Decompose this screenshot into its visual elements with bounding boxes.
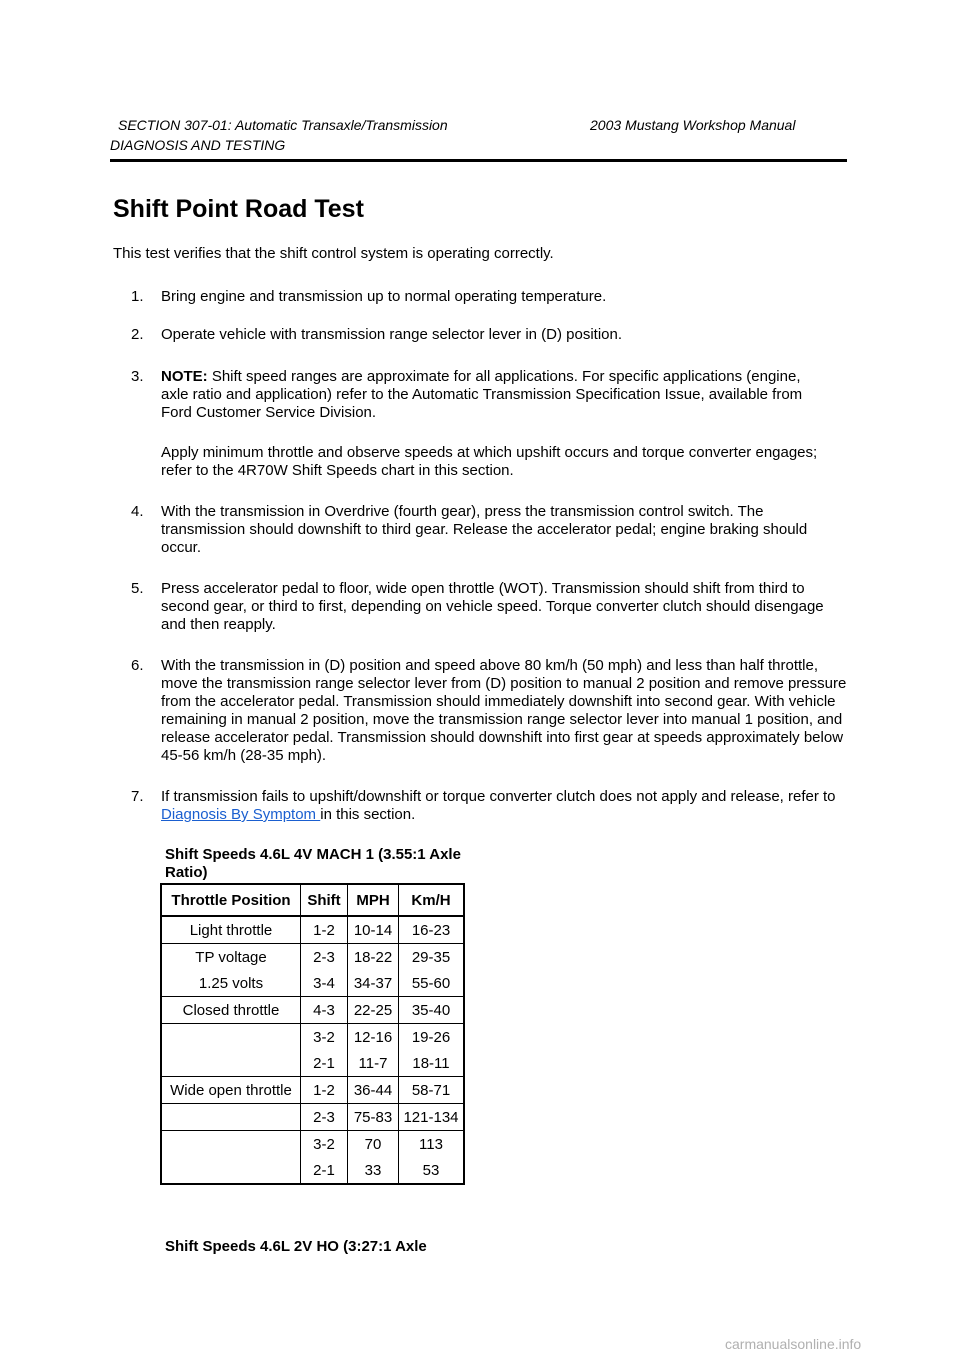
table-cell: 3-2 [301, 1131, 348, 1158]
table-row [161, 1050, 464, 1077]
manual-title: 2003 Mustang Workshop Manual [590, 117, 796, 133]
step-number: 2. [131, 326, 144, 343]
table-cell [161, 1131, 301, 1158]
step-text-end: in this section. [320, 806, 416, 823]
table-cell: 1-2 [301, 1077, 348, 1104]
table-cell: TP voltage [161, 944, 301, 971]
table-cell: 75-83 [348, 1104, 399, 1131]
table-cell: Light throttle [161, 916, 301, 944]
table-cell: 36-44 [348, 1077, 399, 1104]
table-cell: 35-40 [399, 997, 465, 1024]
table-cell: 58-71 [399, 1077, 465, 1104]
table-caption: Shift Speeds 4.6L 4V MACH 1 (3.55:1 Axle Ratio) [165, 846, 461, 881]
note-label: NOTE: [161, 368, 208, 385]
table-cell: 121-134 [399, 1104, 465, 1131]
step-text: With the transmission in (D) position and speed above 80 km/h (50 mph) and less than half throttle, move the transmission range selector lever from (D) position to manual 2 position and remove pressure from the accelerator pedal. Transmission should immediately downshift into second gear. With vehicle remaining in manual 2 position, move the transmission range selector lever into manual 1 position, and release accelerator pedal. Transmission should downshift into first gear at speeds approximately below 45-56 km/h (28-35 mph). [161, 657, 847, 764]
table-cell: 70 [348, 1131, 399, 1158]
shift-speeds-table [160, 883, 465, 1185]
table-cell: 33 [348, 1157, 399, 1184]
table-cell: 12-16 [348, 1024, 399, 1051]
table-cell [161, 1157, 301, 1184]
column-header: Shift [301, 884, 348, 916]
section-header: SECTION 307-01: Automatic Transaxle/Transmission [118, 117, 448, 133]
table-cell: 2-3 [301, 944, 348, 971]
step-number: 5. [131, 580, 144, 597]
step-text-start: If transmission fails to upshift/downshift or torque converter clutch does not apply and release, refer to [161, 788, 836, 805]
table-cell: 18-22 [348, 944, 399, 971]
table-row [161, 916, 464, 944]
step-number: 1. [131, 288, 144, 305]
table-cell: 19-26 [399, 1024, 465, 1051]
table-row [161, 1157, 464, 1184]
step-number: 6. [131, 657, 144, 674]
table-cell: 2-3 [301, 1104, 348, 1131]
table-cell: 34-37 [348, 970, 399, 997]
table-cell: 53 [399, 1157, 465, 1184]
next-table-caption: Shift Speeds 4.6L 2V HO (3:27:1 Axle [165, 1238, 427, 1255]
table-row [161, 1077, 464, 1104]
step-number: 3. [131, 368, 144, 385]
table-cell: 4-3 [301, 997, 348, 1024]
table-row [161, 1104, 464, 1131]
table-cell: 3-4 [301, 970, 348, 997]
table-cell: Closed throttle [161, 997, 301, 1024]
table-cell: 3-2 [301, 1024, 348, 1051]
intro-text: This test verifies that the shift control system is operating correctly. [113, 245, 554, 262]
column-header: Throttle Position [161, 884, 301, 916]
table-cell: 16-23 [399, 916, 465, 944]
table-row [161, 997, 464, 1024]
table-cell: 22-25 [348, 997, 399, 1024]
column-header: Km/H [399, 884, 465, 916]
table-cell [161, 1104, 301, 1131]
table-header-row [161, 884, 464, 916]
table-cell: 113 [399, 1131, 465, 1158]
table-cell: 2-1 [301, 1050, 348, 1077]
step-text-continued: Apply minimum throttle and observe speeds at which upshift occurs and torque converter engages; refer to the 4R70W Shift Speeds chart in this section. [161, 444, 818, 479]
subsection-header: DIAGNOSIS AND TESTING [110, 137, 286, 153]
table-cell: 1-2 [301, 916, 348, 944]
column-header: MPH [348, 884, 399, 916]
table-row [161, 970, 464, 997]
table-cell: 2-1 [301, 1157, 348, 1184]
table-cell [161, 1050, 301, 1077]
step-text [161, 368, 821, 422]
table-cell: 18-11 [399, 1050, 465, 1077]
step-text: Bring engine and transmission up to normal operating temperature. [161, 288, 607, 305]
table-cell: 29-35 [399, 944, 465, 971]
table-cell: 10-14 [348, 916, 399, 944]
step-number: 7. [131, 788, 144, 805]
header-rule [110, 159, 847, 162]
diagnosis-by-symptom-link[interactable]: Diagnosis By Symptom [161, 806, 321, 823]
table-cell: 1.25 volts [161, 970, 301, 997]
step-text: Press accelerator pedal to floor, wide open throttle (WOT). Transmission should shift from third to second gear, or third to first, depending on vehicle speed. Torque converter clutch should disengage and then reapply. [161, 580, 824, 633]
watermark: carmanualsonline.info [725, 1336, 862, 1352]
step-text: Operate vehicle with transmission range selector lever in (D) position. [161, 326, 623, 343]
step-number: 4. [131, 503, 144, 520]
table-cell: 11-7 [348, 1050, 399, 1077]
step-text: With the transmission in Overdrive (fourth gear), press the transmission control switch. The transmission should downshift to third gear. Release the accelerator pedal; engine braking should occur. [161, 503, 808, 556]
table-row [161, 1024, 464, 1051]
table-cell: Wide open throttle [161, 1077, 301, 1104]
table-row [161, 944, 464, 971]
step-text [161, 788, 841, 824]
page-title: Shift Point Road Test [113, 195, 364, 223]
table-row [161, 1131, 464, 1158]
note-text: Shift speed ranges are approximate for all applications. For specific applications (engine, axle ratio and application) refer to the Automatic Transmission Specification Issue, available from Ford Customer Service Division. [161, 368, 803, 421]
table-cell: 55-60 [399, 970, 465, 997]
table-cell [161, 1024, 301, 1051]
